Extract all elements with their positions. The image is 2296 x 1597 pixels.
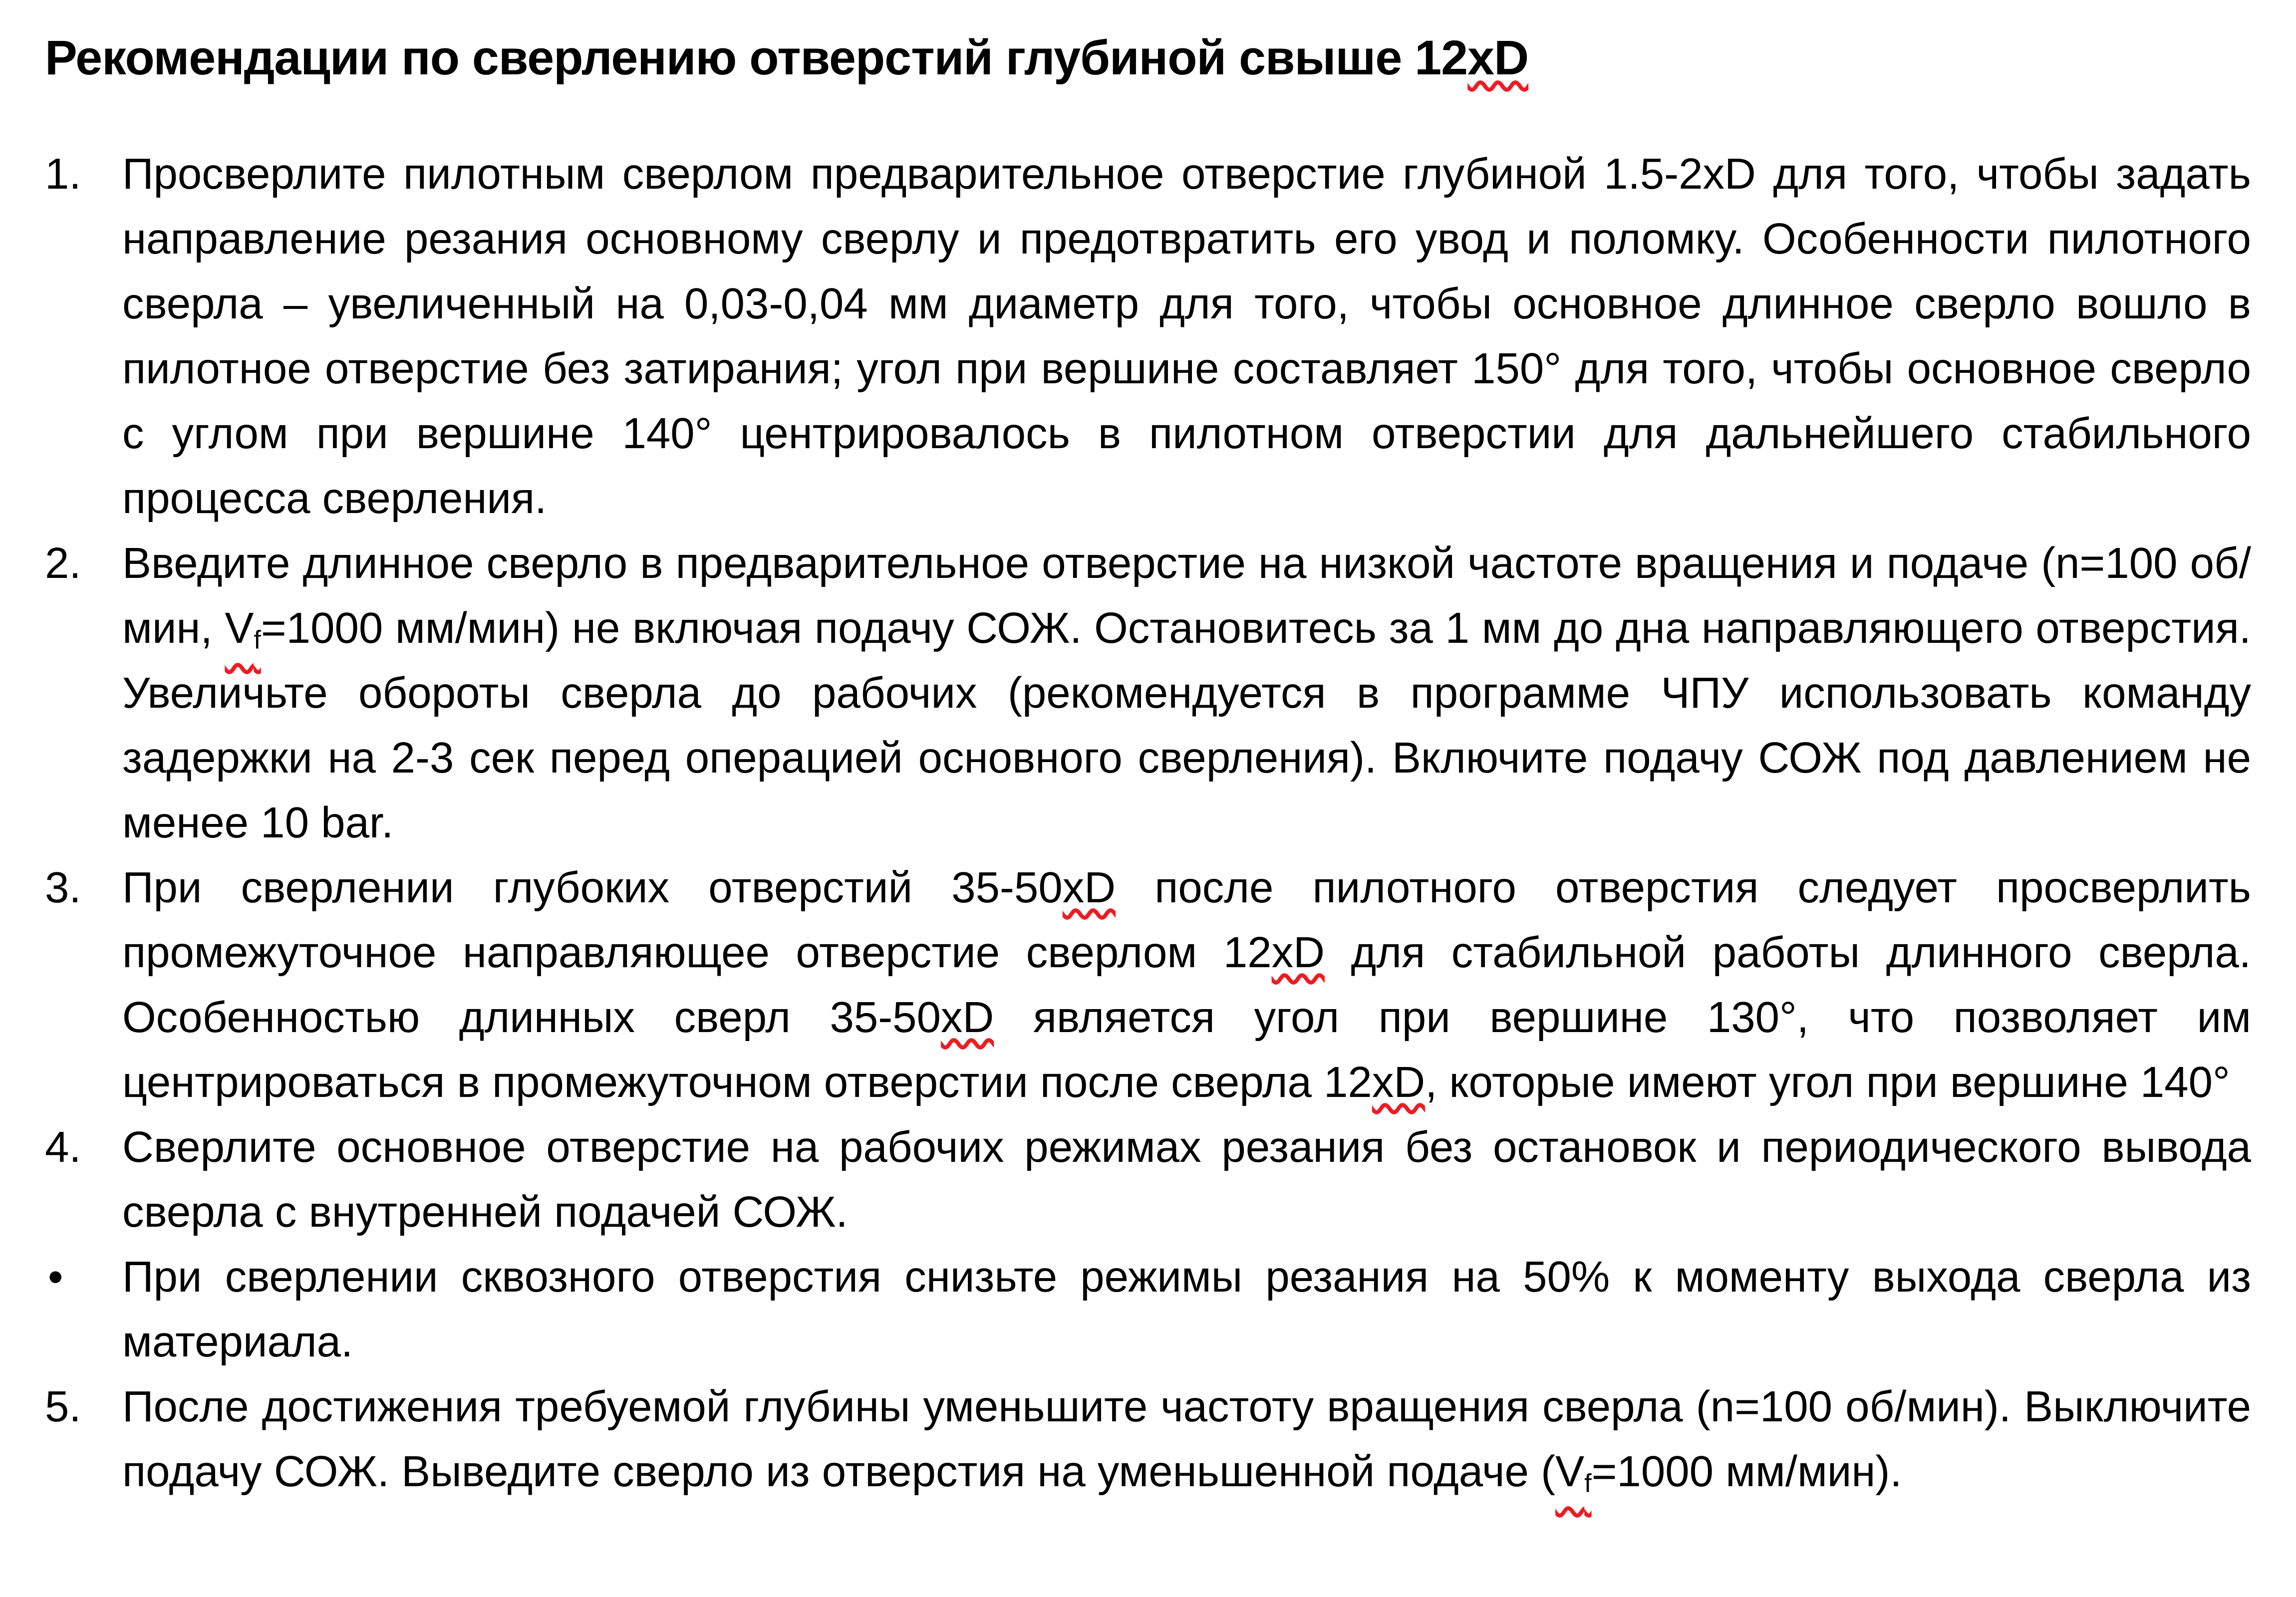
- spellcheck-underline: xD: [1062, 863, 1116, 912]
- recommendations-list: [45, 142, 2251, 1504]
- list-item-marker: 1.: [45, 150, 81, 198]
- list-item-text: При сверлении глубоких отверстий 35-50xD после пилотного отверстия следует просверлить промежуточное направляющее отверстие сверлом 12xD для стабильной работы длинного сверла. Особенностью длинных сверл 35-50xD является угол при вершине 130°, что позволяет им центрироваться в промежуточном отверстии после сверла 12xD, которые имеют угол при вершине 140°: [122, 863, 2251, 1106]
- list-item-marker: 4.: [45, 1123, 81, 1171]
- list-item-marker: 2.: [45, 539, 81, 587]
- list-item-text: При сверлении сквозного отверстия снизьте режимы резания на 50% к моменту выхода сверла из материала.: [122, 1253, 2251, 1366]
- list-item-5: [45, 1374, 2251, 1504]
- list-item-marker: 5.: [45, 1382, 81, 1431]
- list-item-3: [45, 855, 2251, 1115]
- spellcheck-underline: xD: [940, 993, 994, 1042]
- list-item-4: [45, 1115, 2251, 1245]
- list-item-1: [45, 142, 2251, 531]
- spellcheck-underline: $V_f$: [1555, 1447, 1592, 1498]
- document-title: Рекомендации по сверлению отверстий глубиной свыше 12xD: [45, 30, 1529, 85]
- spellcheck-underline: xD: [1372, 1058, 1426, 1106]
- list-item-marker: 3.: [45, 863, 81, 912]
- spellcheck-underline: xD: [1271, 928, 1325, 977]
- list-item-marker: •: [48, 1253, 63, 1301]
- spellcheck-underline: xD: [1467, 30, 1529, 85]
- spellcheck-underline: $V_f$: [225, 604, 261, 655]
- list-item-text: Сверлите основное отверстие на рабочих режимах резания без остановок и периодического вывода сверла с внутренней подачей СОЖ.: [122, 1123, 2251, 1236]
- list-item-text: Просверлите пилотным сверлом предварительное отверстие глубиной 1.5-2xD для того, чтобы задать направление резания основному сверлу и предотвратить его увод и поломку. Особенности пилотного сверла – увеличенный на 0,03-0,04 мм диаметр для того, чтобы основное длинное сверло вошло в пилотное отверстие без затирания; угол при вершине составляет 150° для того, чтобы основное сверло с углом при вершине 140° центрировалось в пилотном отверстии для дальнейшего стабильного процесса сверления.: [122, 150, 2251, 523]
- list-item-text: После достижения требуемой глубины уменьшите частоту вращения сверла (n=100 об/мин). Выключите подачу СОЖ. Выведите сверло из отверстия на уменьшенной подаче ($V_f=1000$ мм/мин).: [122, 1382, 2251, 1498]
- list-item-2: [45, 531, 2251, 855]
- list-item-text: Введите длинное сверло в предварительное отверстие на низкой частоте вращения и подаче (n=100 об/мин, $V_f=1000$ мм/мин) не включая подачу СОЖ. Остановитесь за 1 мм до дна направляющего отверстия. Увеличьте обороты сверла до рабочих (рекомендуется в программе ЧПУ использовать команду задержки на 2-3 сек перед операцией основного сверления). Включите подачу СОЖ под давлением не менее 10 bar.: [122, 539, 2251, 847]
- list-item-bullet: [45, 1245, 2251, 1374]
